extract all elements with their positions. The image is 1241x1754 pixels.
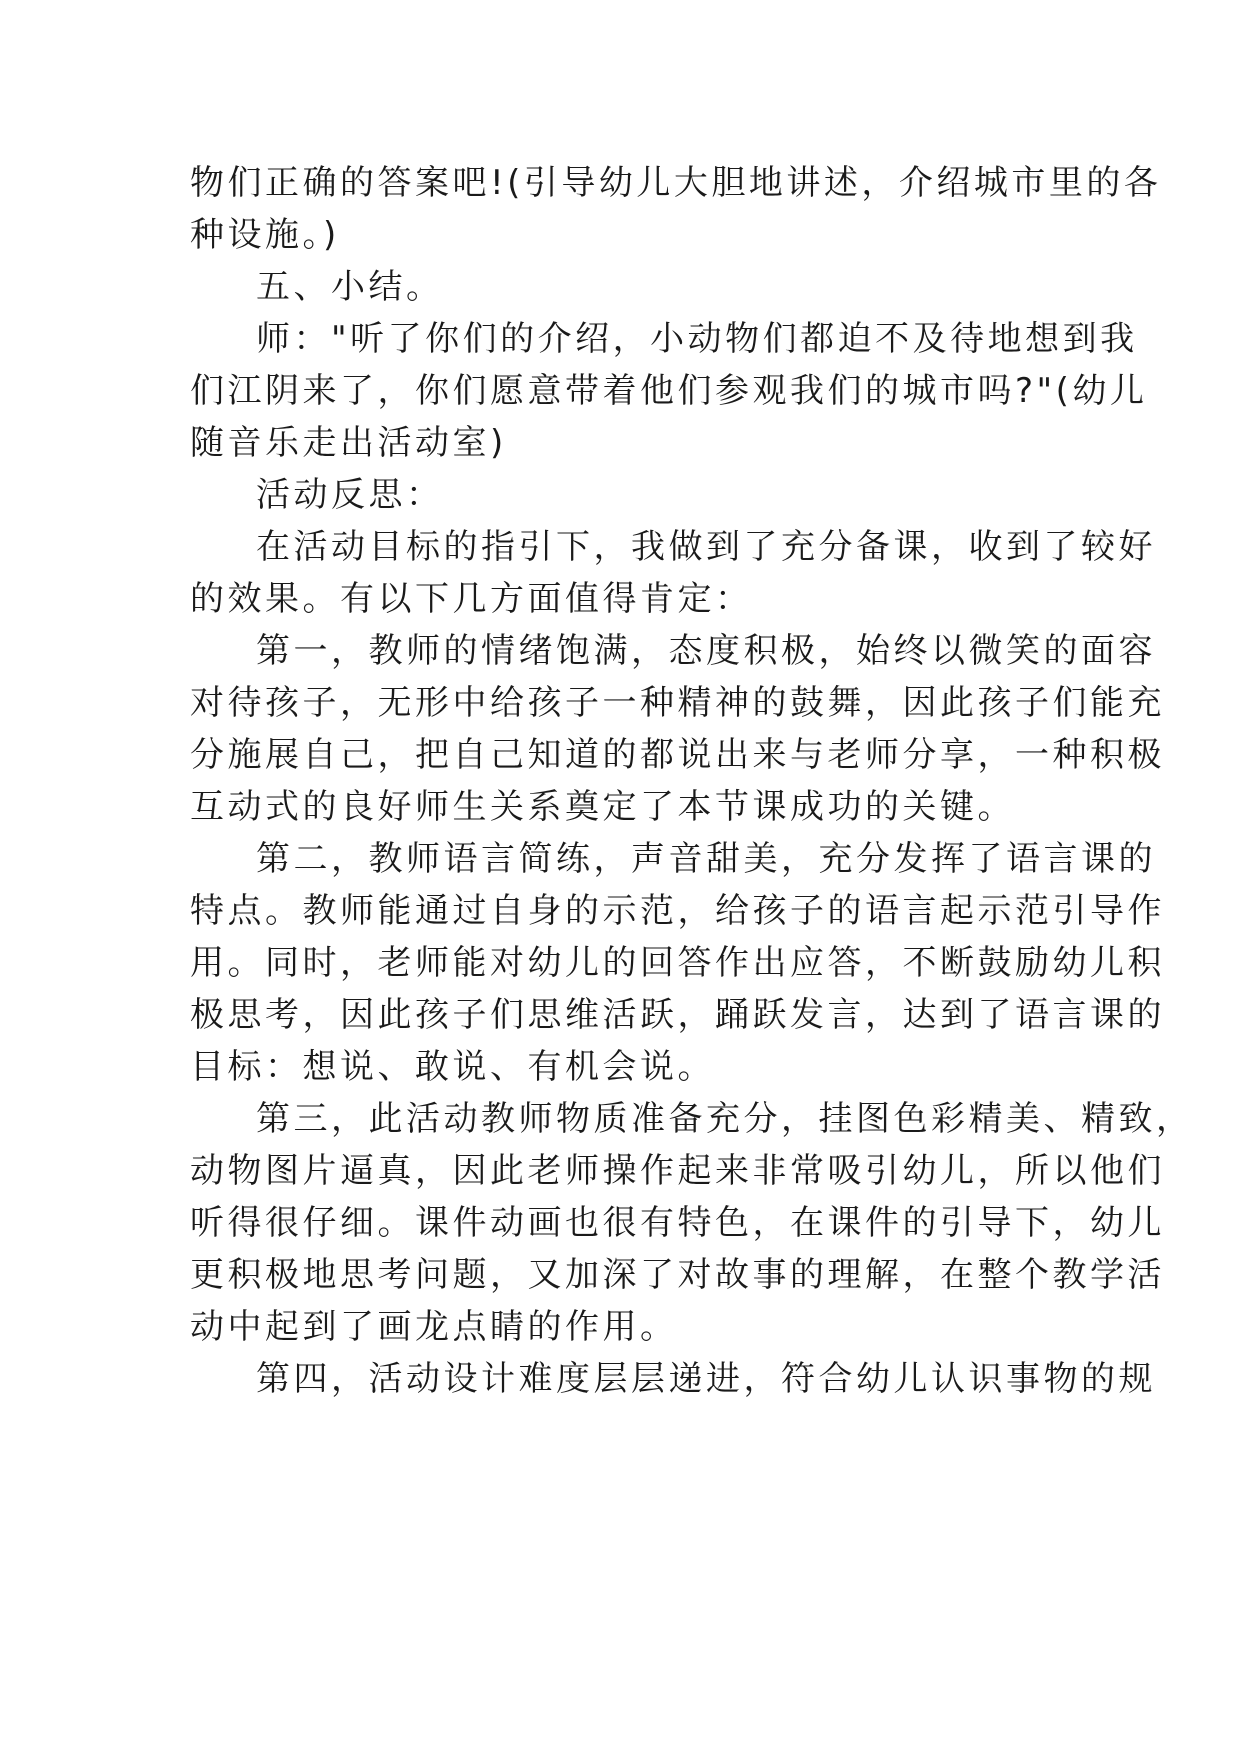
text-line: 对待孩子，无形中给孩子一种精神的鼓舞，因此孩子们能充 <box>190 683 1165 723</box>
text-line: 互动式的良好师生关系奠定了本节课成功的关键。 <box>190 787 1015 827</box>
text-line: 师："听了你们的介绍，小动物们都迫不及待地想到我 <box>256 319 1138 359</box>
text-line: 的效果。有以下几方面值得肯定： <box>190 579 753 619</box>
text-line: 第一，教师的情绪饱满，态度积极，始终以微笑的面容 <box>256 631 1156 671</box>
text-line: 随音乐走出活动室) <box>190 423 507 463</box>
text-line: 种设施。) <box>190 215 340 255</box>
text-line: 动中起到了画龙点睛的作用。 <box>190 1307 678 1347</box>
text-line: 特点。教师能通过自身的示范，给孩子的语言起示范引导作 <box>190 891 1165 931</box>
text-line: 分施展自己，把自己知道的都说出来与老师分享，一种积极 <box>190 735 1165 775</box>
text-line: 物们正确的答案吧!(引导幼儿大胆地讲述，介绍城市里的各 <box>190 163 1162 203</box>
text-line: 极思考，因此孩子们思维活跃，踊跃发言，达到了语言课的 <box>190 995 1165 1035</box>
text-line: 听得很仔细。课件动画也很有特色，在课件的引导下，幼儿 <box>190 1203 1165 1243</box>
text-line: 更积极地思考问题，又加深了对故事的理解，在整个教学活 <box>190 1255 1165 1295</box>
text-line: 目标：想说、敢说、有机会说。 <box>190 1047 715 1087</box>
text-line: 们江阴来了，你们愿意带着他们参观我们的城市吗?"(幼儿 <box>190 371 1148 411</box>
text-line: 动物图片逼真，因此老师操作起来非常吸引幼儿，所以他们 <box>190 1151 1165 1191</box>
text-line: 第四，活动设计难度层层递进，符合幼儿认识事物的规 <box>256 1359 1156 1399</box>
section-heading: 活动反思： <box>256 475 444 515</box>
text-line: 在活动目标的指引下，我做到了充分备课，收到了较好 <box>256 527 1156 567</box>
text-line: 第二，教师语言简练，声音甜美，充分发挥了语言课的 <box>256 839 1156 879</box>
section-heading: 五、小结。 <box>256 267 444 307</box>
text-line: 用。同时，老师能对幼儿的回答作出应答，不断鼓励幼儿积 <box>190 943 1165 983</box>
text-line: 第三，此活动教师物质准备充分，挂图色彩精美、精致， <box>256 1099 1194 1139</box>
